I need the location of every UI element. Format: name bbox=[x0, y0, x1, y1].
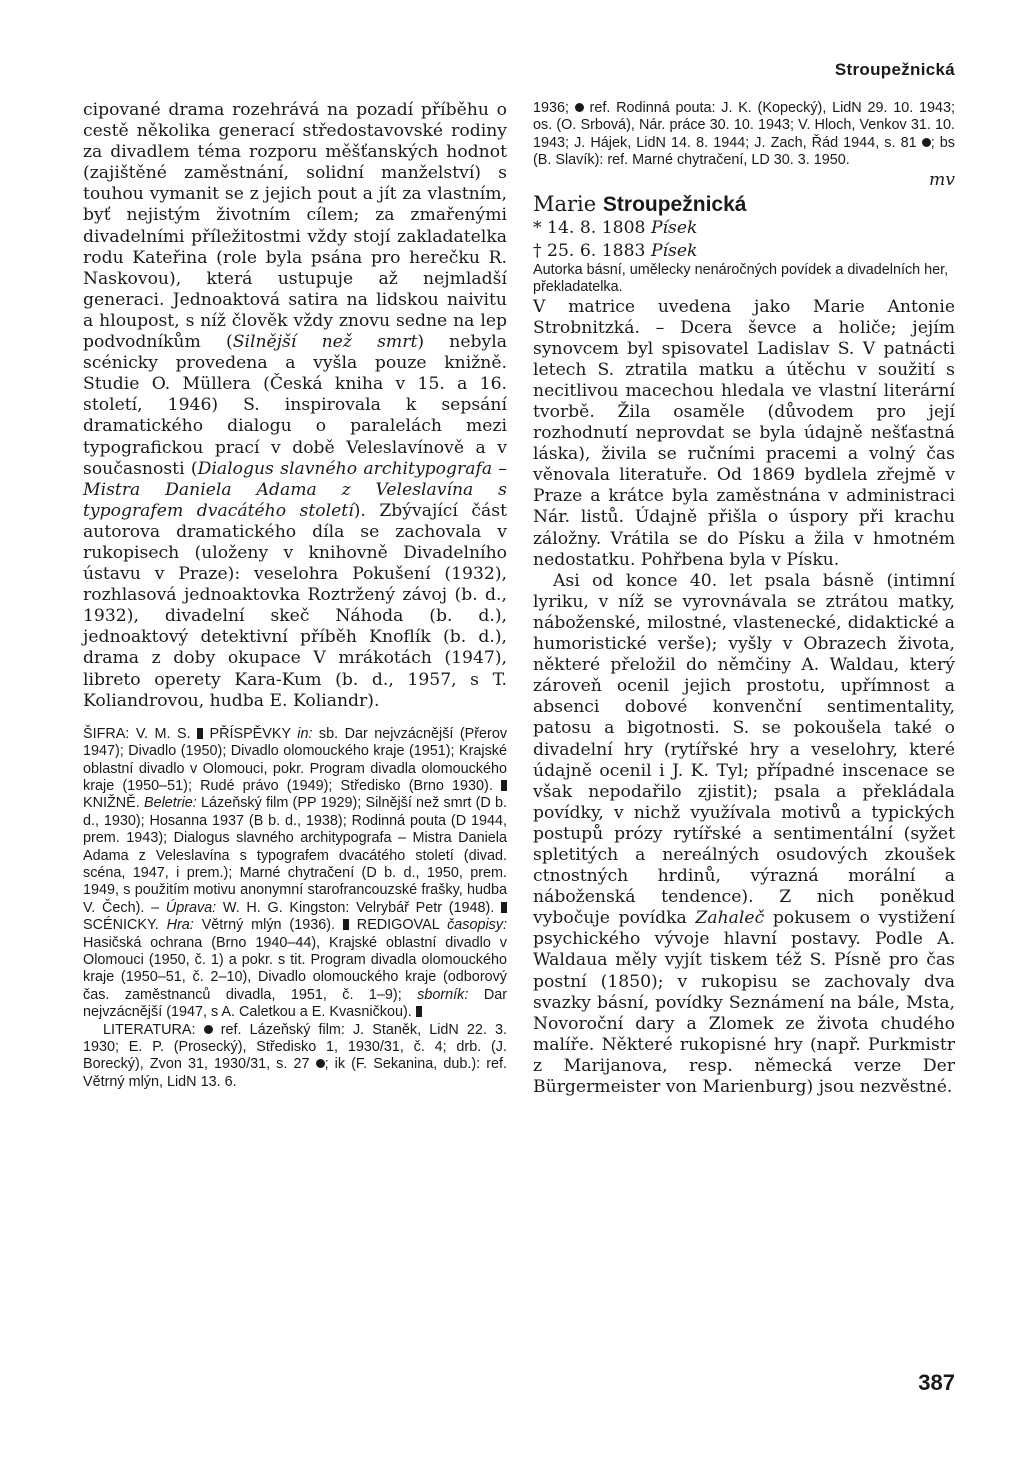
page-number: 387 bbox=[918, 1370, 955, 1395]
left-column bbox=[83, 100, 507, 1091]
section-square-icon bbox=[416, 1006, 422, 1017]
entry-heading: Marie Stroupežnická bbox=[533, 191, 747, 216]
bullet-dot-icon bbox=[575, 103, 584, 112]
birth-date: * 14. 8. 1808 Písek bbox=[533, 217, 698, 238]
section-square-icon bbox=[501, 902, 507, 913]
body-paragraph: V matrice uvedena jako Marie Antonie Strobnitzká. – Dcera ševce a holiče; jejím synovcem byl spisovatel Ladislav S. V patnácti letech S. ztratila matku a útěchu v soužití s necitlivou macechou hledala ve vlastní literární tvorbě. Žila osaměle (důvodem pro její rozhodnutí neprovdat se byla údajně nešťastná láska), živila se ručními pracemi a volný čas věnovala literatuře. Od 1869 bydlela zřejmě v Praze a krátce byla zaměstnána v administraci Nár. listů. Údajně přišla o úspory při krachu záložny. Vrátila se do Písku a žila v hmotném nedostatku. Pohřbena byla v Písku. bbox=[533, 296, 955, 570]
body-paragraph: Asi od konce 40. let psala básně (intimní lyriku, v níž se vyrovnávala se ztrátou matky, náboženské, milostné, vlastenecké, didaktické a humoristické verše); vyšly v Obrazech života, některé přeložil do němčiny A. Waldau, který zároveň ocenil jejich prostotu, upřímnost a absenci dobové konvenční sentimentality, patosu a bigotnosti. S. se pokoušela také o divadelní hry (rytířské hry a veselohry, které údajně ocenil i J. K. Tyl; případné inscenace se však nepodařilo zjistit); psala a překládala povídky, v nichž využívala motivů a typických postupů prózy rytířské a sentimentální (syžet spletitých a nereálných osudových zkoušek ctnostných hrdinů, výrazná morální a náboženská tendence). Z nich poněkud vybočuje povídka Zahaleč pokusem o vystižení psychického vývoje hlavní postavy. Podle A. Waldaua měly vyjít tiskem též S. Písně pro čas postní (1850); v rukopisu se zachovaly dva svazky básní, povídky Seznámení na bále, Msta, Novoroční dary a Zlomek ze života chudého malíře. Některé rukopisné hry (např. Purkmistr z Marijanova, resp. německá verze Der Bürgermeister von Marienburg) jsou nezvěstné. bbox=[533, 570, 955, 1097]
bibliography: ŠIFRA: V. M. S. PŘÍSPĚVKY in: sb. Dar nejvzácnější (Přerov 1947); Divadlo (1950); Divadlo olomouckého kraje (1951); Krajské oblastní divadlo v Olomouci, pokr. Program divadla olomouckého kraje (1950–51); Rudé právo (1949); Středisko (Brno 1930). KNIŽNĚ. Beletrie: Lázeňský film (PP 1929); Silnější než smrt (D b. d., 1930); Hosanna 1937 (B b. d., 1938); Rodinná pouta (D 1944, prem. 1943); Dialogus slavného architypografa – Mistra Daniela Adama z Veleslavína s typografem dvacátého století (divad. scéna, 1947, i prem.); Marné chytračení (D b. d., 1950, prem. 1949, s použitím motivu anonymní starofrancouzské frašky, hudba V. Čech). – Úprava: W. H. G. Kingston: Velrybář Petr (1948). SCÉNICKY. Hra: Větrný mlýn (1936). REDIGOVAL časopisy: Hasičská ochrana (Brno 1940–44), Krajské oblastní divadlo v Olomouci (1950, č. 1) a pokr. s tit. Program divadla olomouckého kraje (1950–51, č. 2–10), Divadlo olomouckého kraje (odborový čas. zaměstnanců divadla, 1951, č. 1–9); sborník: Dar nejvzácnější (1947, s A. Caletkou a E. Kvasničkou). bbox=[83, 725, 508, 1021]
bullet-dot-icon bbox=[204, 1025, 213, 1034]
literature-list: LITERATURA: ref. Lázeňský film: J. Staněk, LidN 22. 3. 1930; E. P. (Prosecký), Středisko 1, 1930/31, č. 4; drb. (J. Borecký), Zvon 31, 1930/31, s. 27 ; ik (F. Sekanina, dub.): ref. Větrný mlýn, LidN 13. 6. bbox=[83, 1021, 508, 1090]
running-header: Stroupežnická bbox=[834, 60, 955, 79]
death-date: † 25. 6. 1883 Písek bbox=[533, 240, 698, 261]
section-square-icon bbox=[343, 919, 349, 930]
bullet-dot-icon bbox=[316, 1059, 325, 1068]
body-paragraph: cipované drama rozehrává na pozadí příběhu o cestě několika generací středostavovské rodiny za divadlem téma rozporu měšťanských hodnot (zajištěné zaměstnání, solidní manželství) s touhou vymanit se z jejich pout a jít za vlastním, byť nejistým životním cílem; za zmařenými divadelními příležitostmi vždy stojí zakladatelka rodu Kateřina (role byla psána pro herečku R. Naskovou), která ustupuje až nejmladší generaci. Jednoaktová satira na lidskou naivitu a hloupost, s níž člověk vždy znovu sedne na lep podvodníkům (Silnější než smrt) nebyla scénicky provedena a vyšla pouze knižně. Studie O. Müllera (Česká kniha v 15. a 16. století, 1946) S. inspirovala k sepsání dramatického dialogu o paralelách mezi typografickou prací v době Veleslavínově a v současnosti (Dialogus slavného architypografa – Mistra Daniela Adama z Veleslavína s typografem dvacátého století). Zbývající část autorova dramatického díla se zachovala v rukopisech (uloženy v knihovně Divadelního ústavu v Praze): veselohra Pokušení (1932), rozhlasová jednoaktovka Roztržený závoj (b. d., 1932), divadelní skeč Náhoda (b. d.), jednoaktový detektivní příběh Knoflík (b. d.), drama z doby okupace V mrákotách (1947), libreto operety Kara-Kum (b. d., 1957, s T. Koliandrovou, hudba E. Koliandr). bbox=[83, 100, 507, 711]
literature-list-continued: 1936; ref. Rodinná pouta: J. K. (Kopecký), LidN 29. 10. 1943; os. (O. Srbová), Nár. práce 30. 10. 1943; V. Hloch, Venkov 31. 10. 1943; J. Hájek, LidN 14. 8. 1944; J. Zach, Řád 1944, s. 81 ; bs (B. Slavík): ref. Marné chytračení, LD 30. 3. 1950. bbox=[533, 100, 956, 169]
section-square-icon bbox=[501, 780, 507, 791]
right-column bbox=[533, 100, 955, 1098]
section-square-icon bbox=[197, 728, 203, 739]
author-initials: mv bbox=[928, 169, 955, 190]
entry-intro: Autorka básní, umělecky nenáročných povídek a divadelních her, překladatelka. bbox=[533, 261, 949, 296]
bullet-dot-icon bbox=[922, 138, 931, 147]
